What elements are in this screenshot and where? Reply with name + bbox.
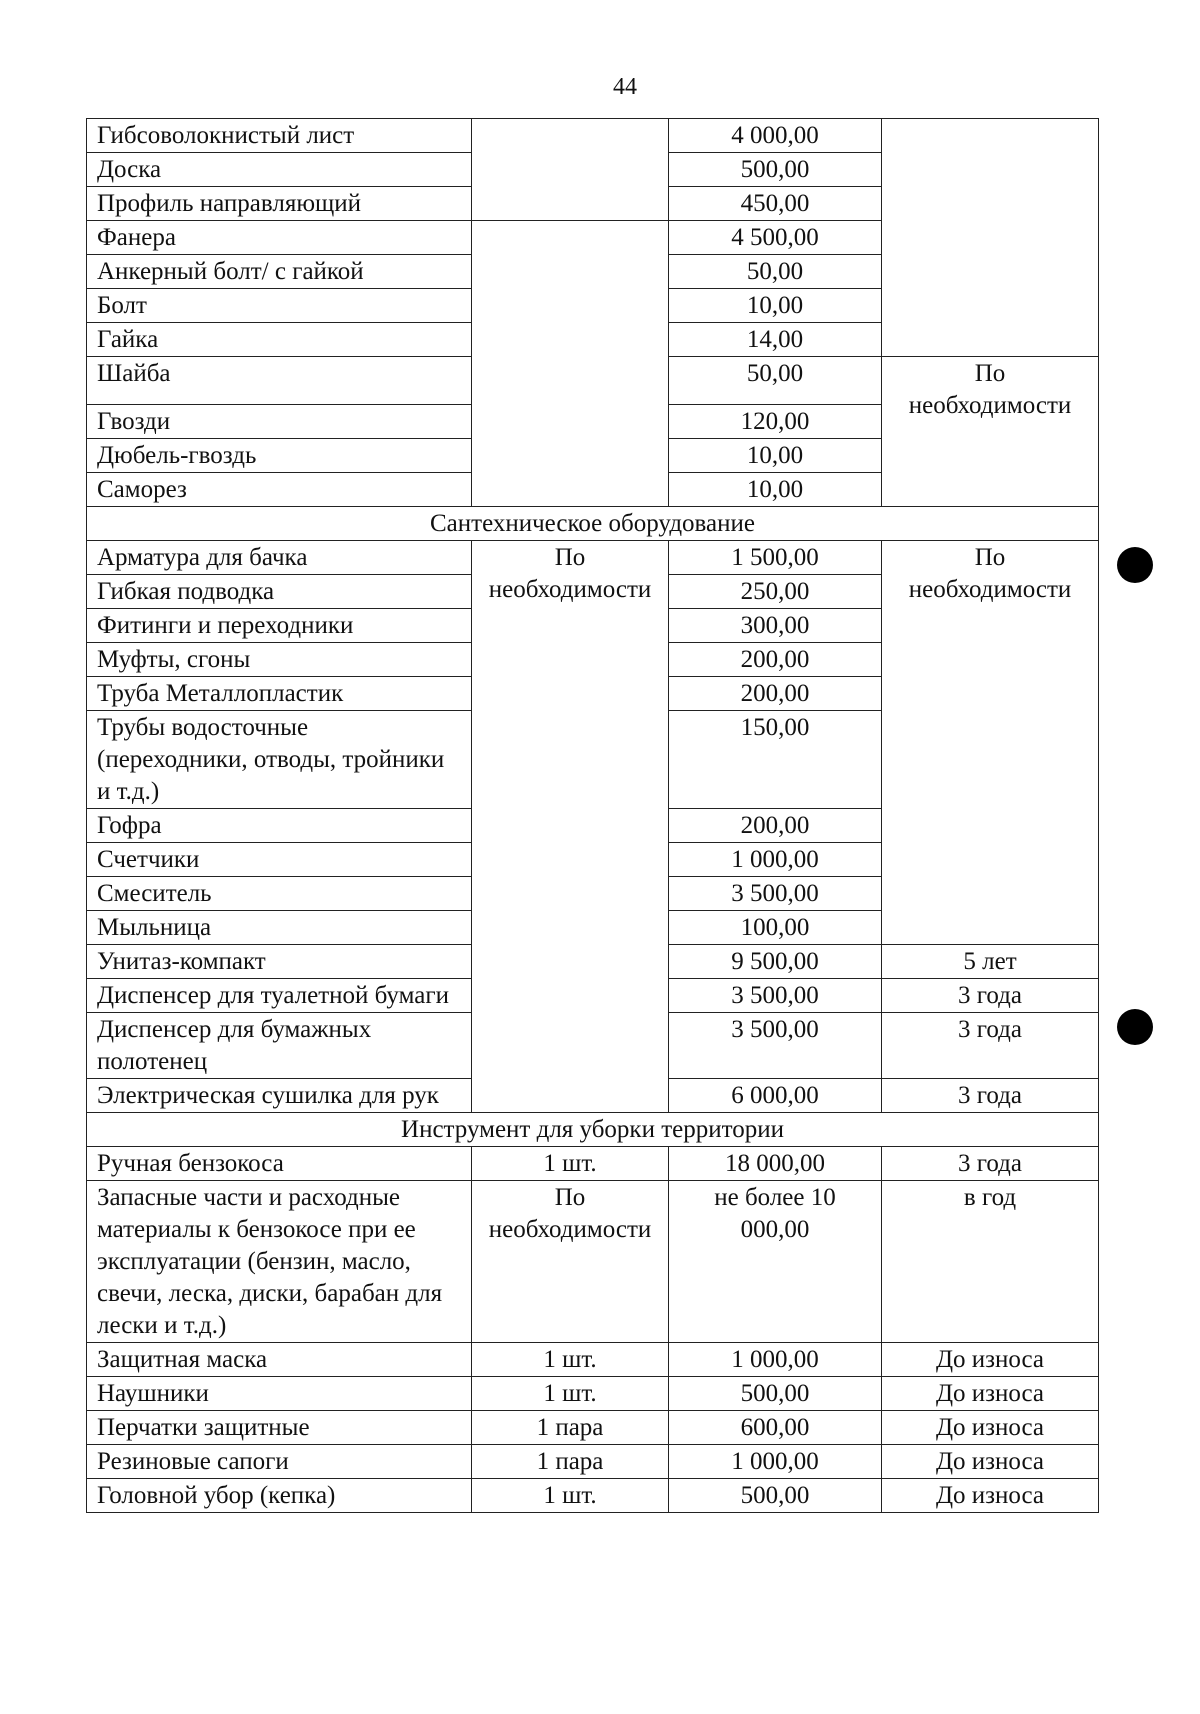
item-price: 10,00 <box>669 473 882 507</box>
item-price: 3 500,00 <box>669 1013 882 1079</box>
qty-cell-blank <box>472 119 669 221</box>
item-qty: 1 пара <box>472 1411 669 1445</box>
punch-hole-mark <box>1117 1009 1153 1045</box>
item-price: 450,00 <box>669 187 882 221</box>
item-name: Болт <box>87 289 472 323</box>
section-row <box>87 507 1099 541</box>
table-row <box>87 119 1099 153</box>
item-price: 1 000,00 <box>669 843 882 877</box>
item-name: Перчатки защитные <box>87 1411 472 1445</box>
item-name: Трубы водосточные (переходники, отводы, тройники и т.д.) <box>87 711 472 809</box>
table-row <box>87 1445 1099 1479</box>
table-row <box>87 1181 1099 1343</box>
item-name: Фанера <box>87 221 472 255</box>
item-price: 50,00 <box>669 357 882 405</box>
table-row <box>87 541 1099 575</box>
item-term: До износа <box>882 1479 1099 1513</box>
item-price: 50,00 <box>669 255 882 289</box>
term-as-needed: По необходимости <box>882 541 1099 945</box>
item-name: Шайба <box>87 357 472 405</box>
item-name: Анкерный болт/ с гайкой <box>87 255 472 289</box>
table-row <box>87 1377 1099 1411</box>
section-row <box>87 1113 1099 1147</box>
item-name: Ручная бензокоса <box>87 1147 472 1181</box>
item-term: 3 года <box>882 1013 1099 1079</box>
item-price: 14,00 <box>669 323 882 357</box>
term-cell-blank <box>882 119 1099 357</box>
item-qty: 1 шт. <box>472 1479 669 1513</box>
table-row <box>87 1147 1099 1181</box>
item-name: Унитаз-компакт <box>87 945 472 979</box>
table-row <box>87 1343 1099 1377</box>
item-term: До износа <box>882 1377 1099 1411</box>
item-qty: 1 шт. <box>472 1147 669 1181</box>
item-price: 1 000,00 <box>669 1445 882 1479</box>
item-name: Гибкая подводка <box>87 575 472 609</box>
item-term: в год <box>882 1181 1099 1343</box>
item-name: Дюбель-гвоздь <box>87 439 472 473</box>
item-name: Гофра <box>87 809 472 843</box>
table-row <box>87 1479 1099 1513</box>
item-price: 4 500,00 <box>669 221 882 255</box>
item-term: До износа <box>882 1411 1099 1445</box>
item-price: не более 10 000,00 <box>669 1181 882 1343</box>
item-term: 3 года <box>882 979 1099 1013</box>
item-name: Саморез <box>87 473 472 507</box>
item-name: Профиль направляющий <box>87 187 472 221</box>
item-term: 5 лет <box>882 945 1099 979</box>
item-name: Гибсоволокнистый лист <box>87 119 472 153</box>
item-term: До износа <box>882 1445 1099 1479</box>
section-title-tools: Инструмент для уборки территории <box>87 1113 1099 1147</box>
item-price: 3 500,00 <box>669 979 882 1013</box>
item-price: 500,00 <box>669 1377 882 1411</box>
item-name: Диспенсер для туалетной бумаги <box>87 979 472 1013</box>
item-price: 500,00 <box>669 153 882 187</box>
item-name: Головной убор (кепка) <box>87 1479 472 1513</box>
item-name: Муфты, сгоны <box>87 643 472 677</box>
item-price: 10,00 <box>669 289 882 323</box>
item-term: 3 года <box>882 1147 1099 1181</box>
item-name: Труба Металлопластик <box>87 677 472 711</box>
item-qty: 1 пара <box>472 1445 669 1479</box>
item-qty: По необходимости <box>472 1181 669 1343</box>
item-name: Смеситель <box>87 877 472 911</box>
item-name: Доска <box>87 153 472 187</box>
page-number: 44 <box>613 74 637 100</box>
item-name: Электрическая сушилка для рук <box>87 1079 472 1113</box>
item-price: 150,00 <box>669 711 882 809</box>
item-price: 18 000,00 <box>669 1147 882 1181</box>
item-term: До износа <box>882 1343 1099 1377</box>
item-price: 600,00 <box>669 1411 882 1445</box>
item-price: 200,00 <box>669 677 882 711</box>
item-price: 300,00 <box>669 609 882 643</box>
item-name: Гвозди <box>87 405 472 439</box>
item-name: Гайка <box>87 323 472 357</box>
item-name: Мыльница <box>87 911 472 945</box>
materials-table <box>86 118 1099 1513</box>
item-name: Арматура для бачка <box>87 541 472 575</box>
item-price: 200,00 <box>669 809 882 843</box>
item-name: Защитная маска <box>87 1343 472 1377</box>
item-term: 3 года <box>882 1079 1099 1113</box>
item-name: Фитинги и переходники <box>87 609 472 643</box>
qty-cell-blank <box>472 221 669 507</box>
item-name: Запасные части и расходные материалы к бензокосе при ее эксплуатации (бензин, масло, свечи, леска, диски, барабан для лески и т.д.) <box>87 1181 472 1343</box>
item-price: 6 000,00 <box>669 1079 882 1113</box>
item-price: 1 000,00 <box>669 1343 882 1377</box>
item-price: 4 000,00 <box>669 119 882 153</box>
item-price: 100,00 <box>669 911 882 945</box>
item-qty: 1 шт. <box>472 1343 669 1377</box>
item-price: 250,00 <box>669 575 882 609</box>
item-price: 9 500,00 <box>669 945 882 979</box>
item-price: 120,00 <box>669 405 882 439</box>
item-price: 10,00 <box>669 439 882 473</box>
item-qty: 1 шт. <box>472 1377 669 1411</box>
qty-as-needed: По необходимости <box>472 541 669 1113</box>
punch-hole-mark <box>1117 547 1153 583</box>
section-title-plumbing: Сантехническое оборудование <box>87 507 1099 541</box>
item-name: Наушники <box>87 1377 472 1411</box>
item-price: 500,00 <box>669 1479 882 1513</box>
item-name: Резиновые сапоги <box>87 1445 472 1479</box>
item-price: 3 500,00 <box>669 877 882 911</box>
table-row <box>87 1411 1099 1445</box>
item-price: 1 500,00 <box>669 541 882 575</box>
item-name: Счетчики <box>87 843 472 877</box>
term-as-needed: По необходимости <box>882 357 1099 507</box>
item-price: 200,00 <box>669 643 882 677</box>
item-name: Диспенсер для бумажных полотенец <box>87 1013 472 1079</box>
